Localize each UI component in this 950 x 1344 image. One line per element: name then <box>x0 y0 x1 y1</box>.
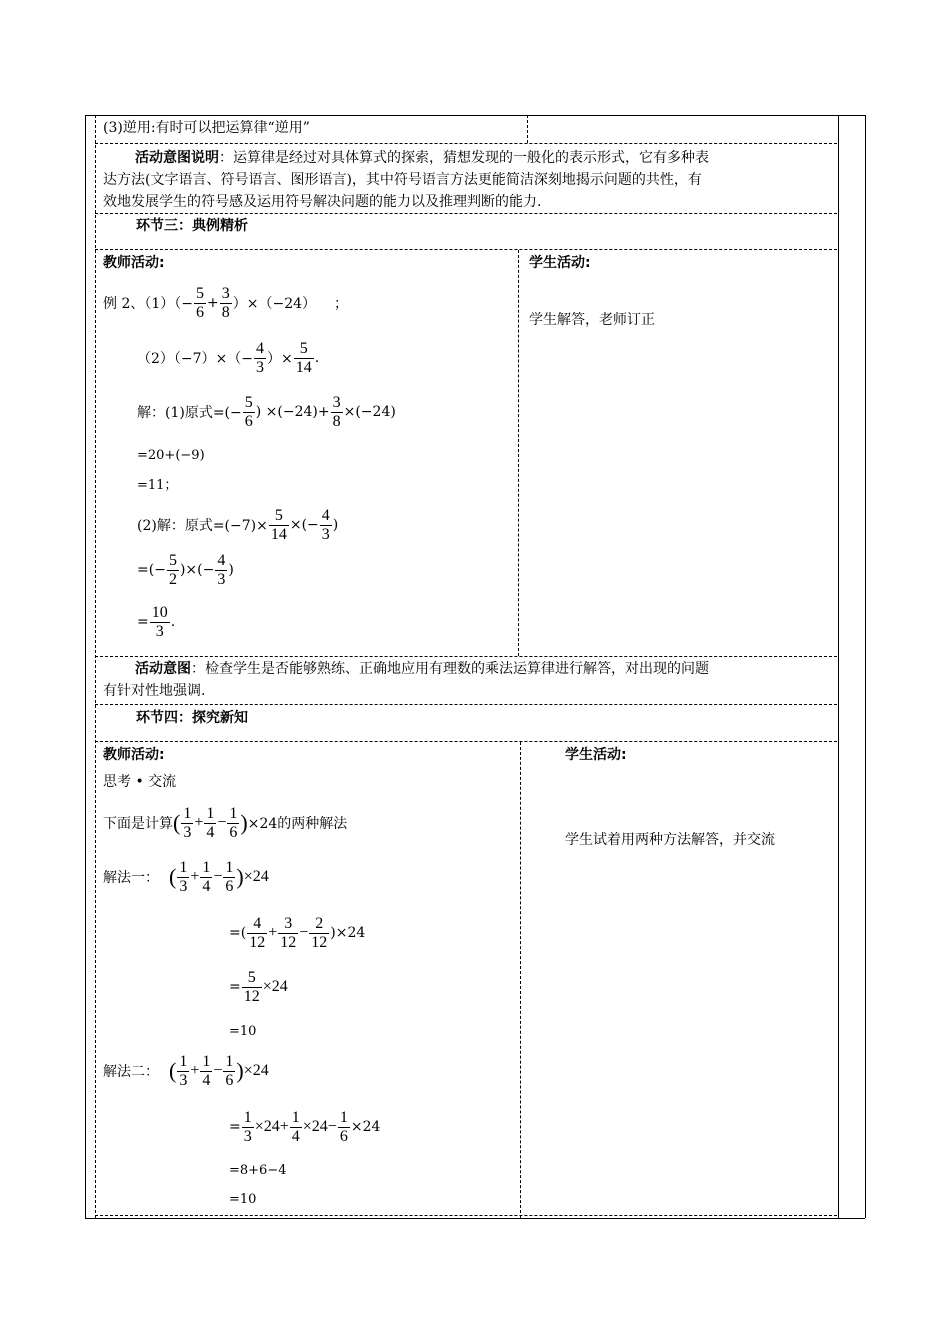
fraction-5-6: $\frac{5}{6}$ <box>196 284 204 321</box>
solution1-line3: =11； <box>137 478 178 493</box>
table-left-border <box>85 115 86 1218</box>
row1-text: (3)逆用:有时可以把运算律“逆用” <box>103 120 310 136</box>
method2-line1: 解法二： ( $\frac{1}{3}$ + $\frac{1}{4}$ − $\frac{1}{6}$ ) ×24 <box>103 1052 269 1089</box>
method1-line1: 解法一： ( $\frac{1}{3}$ + $\frac{1}{4}$ − $\frac{1}{6}$ ) ×24 <box>103 858 269 895</box>
teacher3-label: 教师活动: <box>103 255 165 271</box>
student3-label: 学生活动: <box>529 255 591 271</box>
intent1-line2: 达方法(文字语言、符号语言、图形语言)，其中符号语言方法更能简洁深刻地揭示问题的共性，有 <box>103 172 702 188</box>
section3-divider <box>518 250 519 656</box>
row-sep-3 <box>95 249 837 250</box>
student4-text: 学生试着用两种方法解答，并交流 <box>565 832 775 848</box>
table-bottom-border <box>85 1218 865 1219</box>
teacher4-label: 教师活动: <box>103 747 165 763</box>
section3-title: 环节三：典例精析 <box>136 218 248 234</box>
method1-line3: = $\frac{5}{12}$ ×24 <box>229 968 288 1005</box>
method2-line2: = $\frac{1}{3}$ ×24+ $\frac{1}{4}$ ×24− $\frac{1}{6}$ × 24 <box>229 1108 381 1145</box>
example2-part2: （2）（−7）×（− $\frac{4}{3}$ ）× $\frac{5}{14}$ . <box>137 339 320 376</box>
fraction-5-14: $\frac{5}{14}$ <box>295 339 312 376</box>
row1-divider <box>527 115 528 143</box>
solution1-line2: =20+(−9) <box>137 448 205 463</box>
method1-line4: =10 <box>229 1024 257 1039</box>
row-sep-7 <box>95 1215 837 1216</box>
row-sep-2 <box>95 213 837 214</box>
intent1-line3: 效地发展学生的符号感及运用符号解决问题的能力以及推理判断的能力. <box>103 194 542 210</box>
intent1-paragraph <box>103 147 833 213</box>
example2-part1: 例 2、（1）（− $\frac{5}{6}$ + $\frac{3}{8}$ ）×（−24） ； <box>103 284 349 321</box>
row-sep-6 <box>95 741 837 742</box>
section4-title: 环节四：探究新知 <box>136 710 248 726</box>
student4-label: 学生活动: <box>565 747 627 763</box>
intent2-label: 活动意图 <box>135 661 191 677</box>
method1-line2: =( $\frac{4}{12}$ + $\frac{3}{12}$ − $\frac{2}{12}$ )× 24 <box>229 914 366 951</box>
method2-line3: =8+6−4 <box>229 1163 287 1178</box>
intent2-paragraph <box>103 658 833 702</box>
fraction-4-3: $\frac{4}{3}$ <box>256 339 265 376</box>
table-right-border <box>865 115 866 1218</box>
section4-divider <box>520 742 521 1218</box>
inner-left-dash <box>95 115 96 1218</box>
think-exchange: 思考 • 交流 <box>103 774 177 790</box>
intent2-line2: 有针对性地强调. <box>103 683 206 699</box>
row-sep-1 <box>95 143 837 144</box>
student3-text: 学生解答，老师订正 <box>529 312 655 328</box>
solution2-line1: (2)解：原式=(−7)× $\frac{5}{14}$ ×(− $\frac{4}{3}$ ) <box>137 506 339 543</box>
row-sep-5 <box>95 704 837 705</box>
intent2-line1: ：检查学生是否能够熟练、正确地应用有理数的乘法运算律进行解答，对出现的问题 <box>191 661 709 677</box>
table-inner-right-border <box>838 115 839 1218</box>
solution2-line3: = $\frac{10}{3}$ . <box>137 603 176 640</box>
row-sep-4 <box>95 656 837 657</box>
solution2-line2: =(− $\frac{5}{2}$ )×(− $\frac{4}{3}$ ) <box>137 551 234 588</box>
table-top-border <box>85 115 865 116</box>
fraction-3-8: $\frac{3}{8}$ <box>221 284 230 321</box>
intent1-label: 活动意图说明 <box>135 150 219 166</box>
solution1-line1: 解：(1)原式=(− $\frac{5}{6}$ ) ×(−24)+ $\frac{3}{8}$ ×(−24) <box>137 393 396 430</box>
intro-expression: 下面是计算 ( $\frac{1}{3}$ + $\frac{1}{4}$ − $\frac{1}{6}$ ) ×24的两种解法 <box>103 804 348 841</box>
method2-line4: =10 <box>229 1192 257 1207</box>
intent1-line1: ：运算律是经过对具体算式的探索，猜想发现的一般化的表示形式，它有多种表 <box>219 150 709 166</box>
